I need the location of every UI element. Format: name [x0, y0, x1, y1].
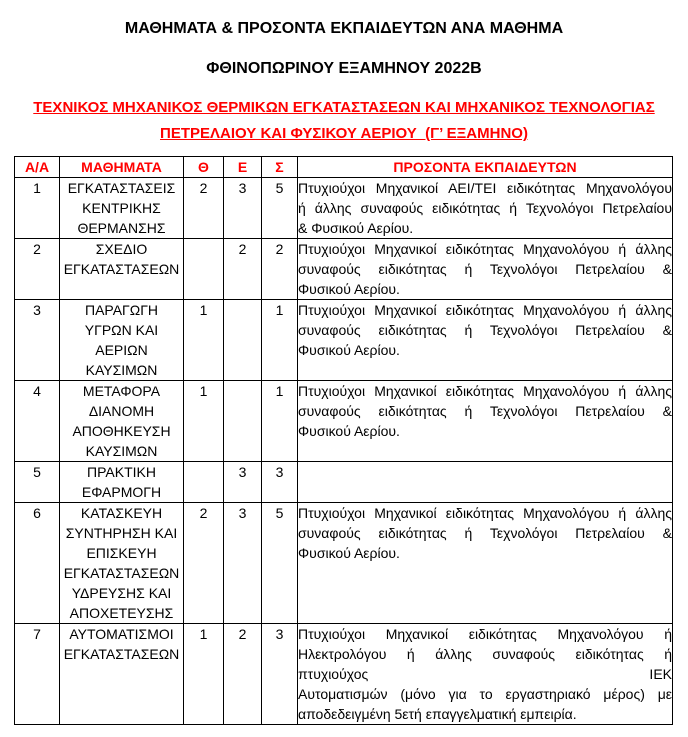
cell-instructor-qualifications	[298, 300, 673, 381]
cell-row-number: 5	[15, 462, 60, 503]
header-cell-total-hours: Σ	[262, 157, 298, 178]
course-name-line: ΕΓΚΑΤΑΣΤΑΣΕΙΣ	[67, 180, 176, 196]
cell-theory-hours: 1	[184, 300, 224, 381]
cell-course-name	[60, 624, 184, 725]
cell-lab-hours	[224, 381, 262, 462]
cell-theory-hours	[184, 239, 224, 300]
cell-total-hours: 2	[262, 239, 298, 300]
cell-theory-hours	[184, 462, 224, 503]
cell-total-hours: 5	[262, 503, 298, 624]
cell-instructor-qualifications	[298, 381, 673, 462]
table-row	[15, 300, 673, 381]
qualification-line: Πτυχιούχοι Μηχανικοί ΑΕΙ/ΤΕΙ ειδικότητας Μηχανολόγου	[298, 180, 672, 196]
header-cell-row-number: Α/Α	[15, 157, 60, 178]
cell-instructor-qualifications	[298, 178, 673, 239]
cell-course-name	[60, 239, 184, 300]
cell-instructor-qualifications	[298, 503, 673, 624]
qualification-line: Αυτοματισμών (μόνο για το εργαστηριακό μέρος) με	[298, 686, 672, 702]
cell-row-number: 6	[15, 503, 60, 624]
table-row	[15, 462, 673, 503]
cell-theory-hours: 1	[184, 381, 224, 462]
qualification-line: πτυχιούχος ΙΕΚ	[298, 666, 672, 682]
course-name-line: ΕΓΚΑΤΑΣΤΑΣΕΩΝ	[63, 565, 180, 581]
specialty-heading-line2: ΠΕΤΡΕΛΑΙΟΥ ΚΑΙ ΦΥΣΙΚΟΥ ΑΕΡΙΟΥ (Γ’ ΕΞΑΜΗΝΟ)	[160, 125, 528, 142]
qualification-line: Πτυχιούχοι Μηχανικοί ειδικότητας Μηχανολόγου ή άλλης	[298, 383, 672, 399]
course-name-line: ΑΕΡΙΩΝ	[95, 342, 148, 358]
qualification-line: Πτυχιούχοι Μηχανικοί ειδικότητας Μηχανολόγου ή άλλης	[298, 505, 672, 521]
course-name-line: ΘΕΡΜΑΝΣΗΣ	[77, 220, 166, 236]
course-name-line: ΑΠΟΘΗΚΕΥΣΗ	[72, 423, 171, 439]
cell-lab-hours: 3	[224, 503, 262, 624]
specialty-heading	[0, 95, 688, 147]
qualification-line: συναφούς ειδικότητας ή Τεχνολόγοι Πετρελαίου &	[298, 261, 672, 277]
document-page	[0, 20, 688, 725]
table-row	[15, 239, 673, 300]
qualification-line: Φυσικού Αερίου.	[298, 545, 400, 561]
courses-table	[14, 156, 673, 725]
cell-lab-hours: 2	[224, 239, 262, 300]
cell-row-number: 7	[15, 624, 60, 725]
cell-instructor-qualifications	[298, 239, 673, 300]
cell-course-name	[60, 178, 184, 239]
cell-row-number: 3	[15, 300, 60, 381]
specialty-heading-line1: ΤΕΧΝΙΚΟΣ ΜΗΧΑΝΙΚΟΣ ΘΕΡΜΙΚΩΝ ΕΓΚΑΤΑΣΤΑΣΕΩΝ ΚΑΙ ΜΗΧΑΝΙΚΟΣ ΤΕΧΝΟΛΟΓΙΑΣ	[33, 99, 655, 116]
cell-total-hours: 3	[262, 624, 298, 725]
header-cell-instructor-qualifications: ΠΡΟΣΟΝΤΑ ΕΚΠΑΙΔΕΥΤΩΝ	[298, 157, 673, 178]
qualification-line: Φυσικού Αερίου.	[298, 342, 400, 358]
cell-row-number: 4	[15, 381, 60, 462]
course-name-line: ΠΑΡΑΓΩΓΗ	[84, 302, 159, 318]
course-name-line: ΣΧΕΔΙΟ	[95, 241, 148, 257]
course-name-line: ΥΓΡΩΝ ΚΑΙ	[84, 322, 159, 338]
cell-total-hours: 1	[262, 381, 298, 462]
header-cell-courses: ΜΑΘΗΜΑΤΑ	[60, 157, 184, 178]
course-name-line: ΑΥΤΟΜΑΤΙΣΜΟΙ	[69, 626, 174, 642]
cell-total-hours: 3	[262, 462, 298, 503]
cell-theory-hours: 1	[184, 624, 224, 725]
table-row	[15, 178, 673, 239]
qualification-line: & Φυσικού Αερίου.	[298, 220, 414, 236]
table-header-row	[15, 157, 673, 178]
cell-row-number: 2	[15, 239, 60, 300]
cell-lab-hours	[224, 300, 262, 381]
course-name-line: ΣΥΝΤΗΡΗΣΗ ΚΑΙ	[65, 525, 178, 541]
table-row	[15, 624, 673, 725]
header-cell-theory-hours: Θ	[184, 157, 224, 178]
document-title-line2: ΦΘΙΝΟΠΩΡΙΝΟΥ ΕΞΑΜΗΝΟΥ 2022Β	[206, 60, 482, 77]
course-name-line: ΚΑΤΑΣΚΕΥΗ	[80, 505, 163, 521]
qualification-line: συναφούς ειδικότητας ή Τεχνολόγοι Πετρελαίου &	[298, 403, 672, 419]
cell-course-name	[60, 300, 184, 381]
cell-theory-hours: 2	[184, 503, 224, 624]
course-name-line: ΕΓΚΑΤΑΣΤΑΣΕΩΝ	[63, 261, 180, 277]
qualification-line: ή άλλης συναφούς ειδικότητας ή Τεχνολόγοι Πετρελαίου	[298, 200, 672, 216]
qualification-line: αποδεδειγμένη 5ετή επαγγελματική εμπειρία.	[298, 706, 577, 722]
course-name-line: ΕΠΙΣΚΕΥΗ	[86, 545, 157, 561]
cell-total-hours: 1	[262, 300, 298, 381]
course-name-line: ΑΠΟΧΕΤΕΥΣΗΣ	[69, 605, 174, 621]
cell-course-name	[60, 462, 184, 503]
cell-theory-hours: 2	[184, 178, 224, 239]
qualification-line: Πτυχιούχοι Μηχανικοί ειδικότητας Μηχανολόγου ή άλλης	[298, 302, 672, 318]
document-title-line1: ΜΑΘΗΜΑΤΑ & ΠΡΟΣΟΝΤΑ ΕΚΠΑΙΔΕΥΤΩΝ ΑΝΑ ΜΑΘΗΜΑ	[124, 20, 564, 37]
cell-lab-hours: 2	[224, 624, 262, 725]
qualification-line: Πτυχιούχοι Μηχανικοί ειδικότητας Μηχανολόγου ή άλλης	[298, 241, 672, 257]
cell-course-name	[60, 503, 184, 624]
qualification-line: Ηλεκτρολόγου ή άλλης συναφούς ειδικότητας ή	[298, 646, 672, 662]
qualification-line: Φυσικού Αερίου.	[298, 281, 400, 297]
course-name-line: ΚΑΥΣΙΜΩΝ	[85, 443, 158, 459]
qualification-line: Πτυχιούχοι Μηχανικοί ειδικότητας Μηχανολόγου ή	[298, 626, 672, 642]
cell-course-name	[60, 381, 184, 462]
cell-instructor-qualifications	[298, 624, 673, 725]
cell-lab-hours: 3	[224, 462, 262, 503]
table-row	[15, 381, 673, 462]
course-name-line: ΚΑΥΣΙΜΩΝ	[85, 362, 158, 378]
course-name-line: ΜΕΤΑΦΟΡΑ	[82, 383, 161, 399]
course-name-line: ΔΙΑΝΟΜΗ	[88, 403, 155, 419]
qualification-line: συναφούς ειδικότητας ή Τεχνολόγοι Πετρελαίου &	[298, 322, 672, 338]
course-name-line: ΠΡΑΚΤΙΚΗ	[87, 464, 156, 480]
cell-lab-hours: 3	[224, 178, 262, 239]
cell-row-number: 1	[15, 178, 60, 239]
course-name-line: ΕΓΚΑΤΑΣΤΑΣΕΩΝ	[63, 646, 180, 662]
qualification-line: συναφούς ειδικότητας ή Τεχνολόγοι Πετρελαίου &	[298, 525, 672, 541]
cell-instructor-qualifications	[298, 462, 673, 503]
header-cell-lab-hours: Ε	[224, 157, 262, 178]
course-name-line: ΚΕΝΤΡΙΚΗΣ	[82, 200, 161, 216]
cell-total-hours: 5	[262, 178, 298, 239]
course-name-line: ΥΔΡΕΥΣΗΣ ΚΑΙ	[71, 585, 172, 601]
qualification-line: Φυσικού Αερίου.	[298, 423, 400, 439]
table-row	[15, 503, 673, 624]
course-name-line: ΕΦΑΡΜΟΓΗ	[81, 484, 162, 500]
